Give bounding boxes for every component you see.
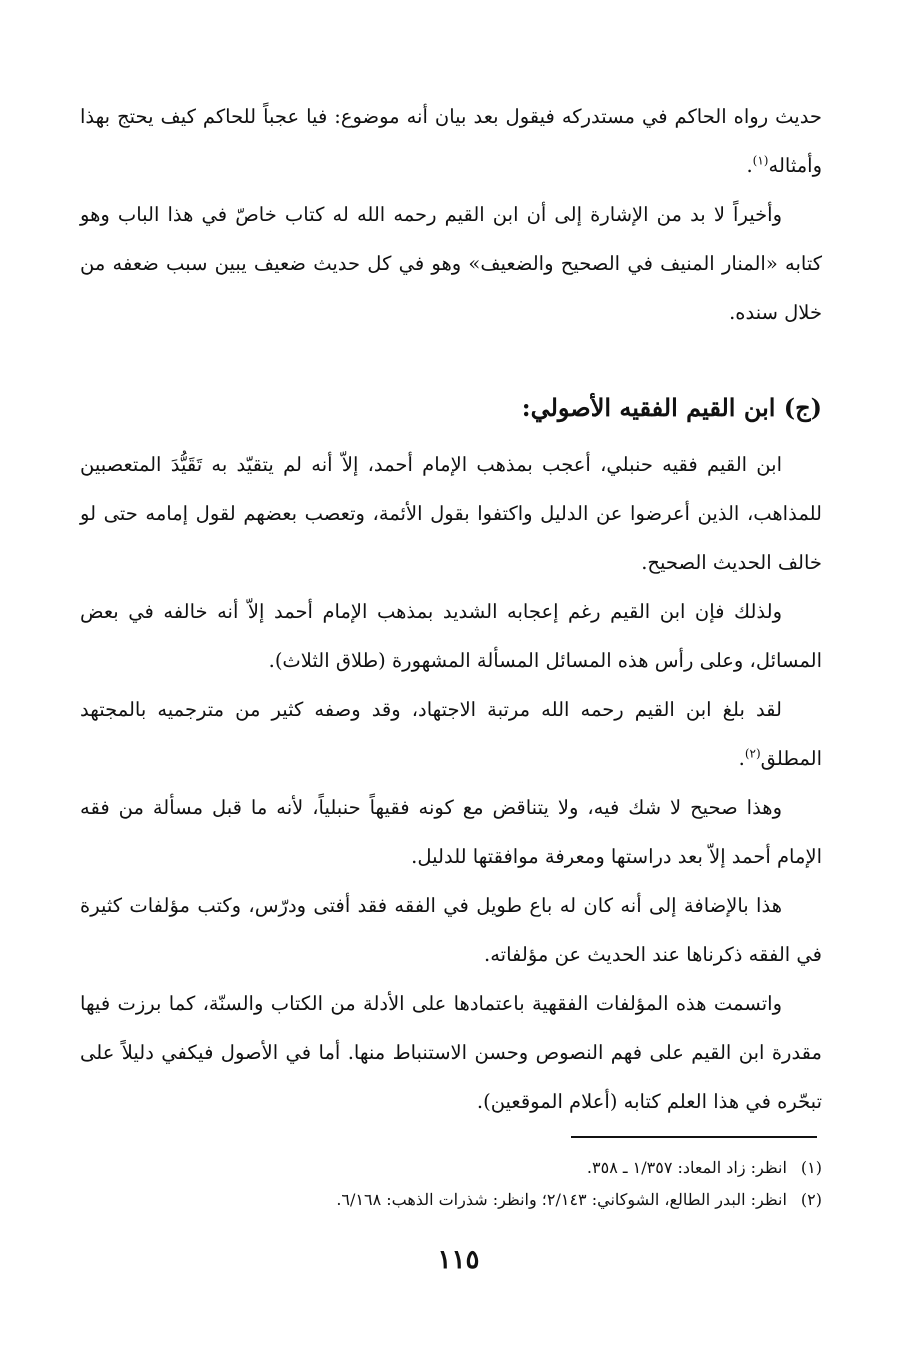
footnote-number: (١) xyxy=(800,1158,822,1177)
footnote-text: انظر: البدر الطالع، الشوكاني: ٢/١٤٣؛ وانظر: شذرات الذهب: ٦/١٦٨. xyxy=(336,1190,787,1209)
paragraph-1: حديث رواه الحاكم في مستدركه فيقول بعد بيان أنه موضوع: فيا عجباً للحاكم كيف يحتج بهذا وأمثاله$^{(١)}$. xyxy=(80,105,822,177)
paragraph-2: وأخيراً لا بد من الإشارة إلى أن ابن القيم رحمه الله له كتاب خاصّ في هذا الباب وهو كتابه «المنار المنيف في الصحيح والضعيف» وهو في كل حديث ضعيف يبين سبب ضعفه من خلال سنده. xyxy=(80,203,822,324)
footnote-number: (٢) xyxy=(800,1190,822,1209)
section-heading: (ج) ابن القيم الفقيه الأصولي: xyxy=(521,393,822,422)
paragraph-6: وهذا صحيح لا شك فيه، ولا يتناقض مع كونه فقيهاً حنبلياً، لأنه ما قبل مسألة من فقه الإمام أحمد إلاّ بعد دراستها ومعرفة موافقتها للدليل. xyxy=(80,796,822,868)
footnote-1 xyxy=(80,1152,822,1184)
footnote-2 xyxy=(80,1184,822,1216)
paragraph-8: واتسمت هذه المؤلفات الفقهية باعتمادها على الأدلة من الكتاب والسنّة، كما برزت فيها مقدرة ابن القيم على فهم النصوص وحسن الاستنباط منها. أما في الأصول فيكفي دليلاً على تبحّره في هذا العلم كتابه (أعلام الموقعين). xyxy=(80,992,822,1113)
paragraph-3: ابن القيم فقيه حنبلي، أعجب بمذهب الإمام أحمد، إلاّ أنه لم يتقيّد به تَقَيُّدَ المتعصبين للمذاهب، الذين أعرضوا عن الدليل واكتفوا بقول الأئمة، وتعصب بعضهم لقول إمامه حتى لو خالف الحديث الصحيح. xyxy=(80,453,822,574)
footnotes xyxy=(80,1152,822,1216)
footnote-divider xyxy=(571,1136,817,1138)
main-section xyxy=(80,440,822,1126)
paragraph-4: ولذلك فإن ابن القيم رغم إعجابه الشديد بمذهب الإمام أحمد إلاّ أنه خالفه في بعض المسائل، وعلى رأس هذه المسائل المسألة المشهورة (طلاق الثلاث). xyxy=(80,600,822,672)
paragraph-5: لقد بلغ ابن القيم رحمه الله مرتبة الاجتهاد، وقد وصفه كثير من مترجميه بالمجتهد المطلق$^{(٢)}$. xyxy=(80,698,822,770)
page-number: ١١٥ xyxy=(437,1245,480,1275)
footnote-text: انظر: زاد المعاد: ١/٣٥٧ ـ ٣٥٨. xyxy=(586,1158,787,1177)
intro-section xyxy=(80,92,822,337)
footnote-ref-1[interactable]: (١) xyxy=(752,153,769,168)
paragraph-7: هذا بالإضافة إلى أنه كان له باع طويل في الفقه فقد أفتى ودرّس، وكتب مؤلفات كثيرة في الفقه ذكرناها عند الحديث عن مؤلفاته. xyxy=(80,894,822,966)
footnote-ref-2[interactable]: (٢) xyxy=(744,746,761,761)
